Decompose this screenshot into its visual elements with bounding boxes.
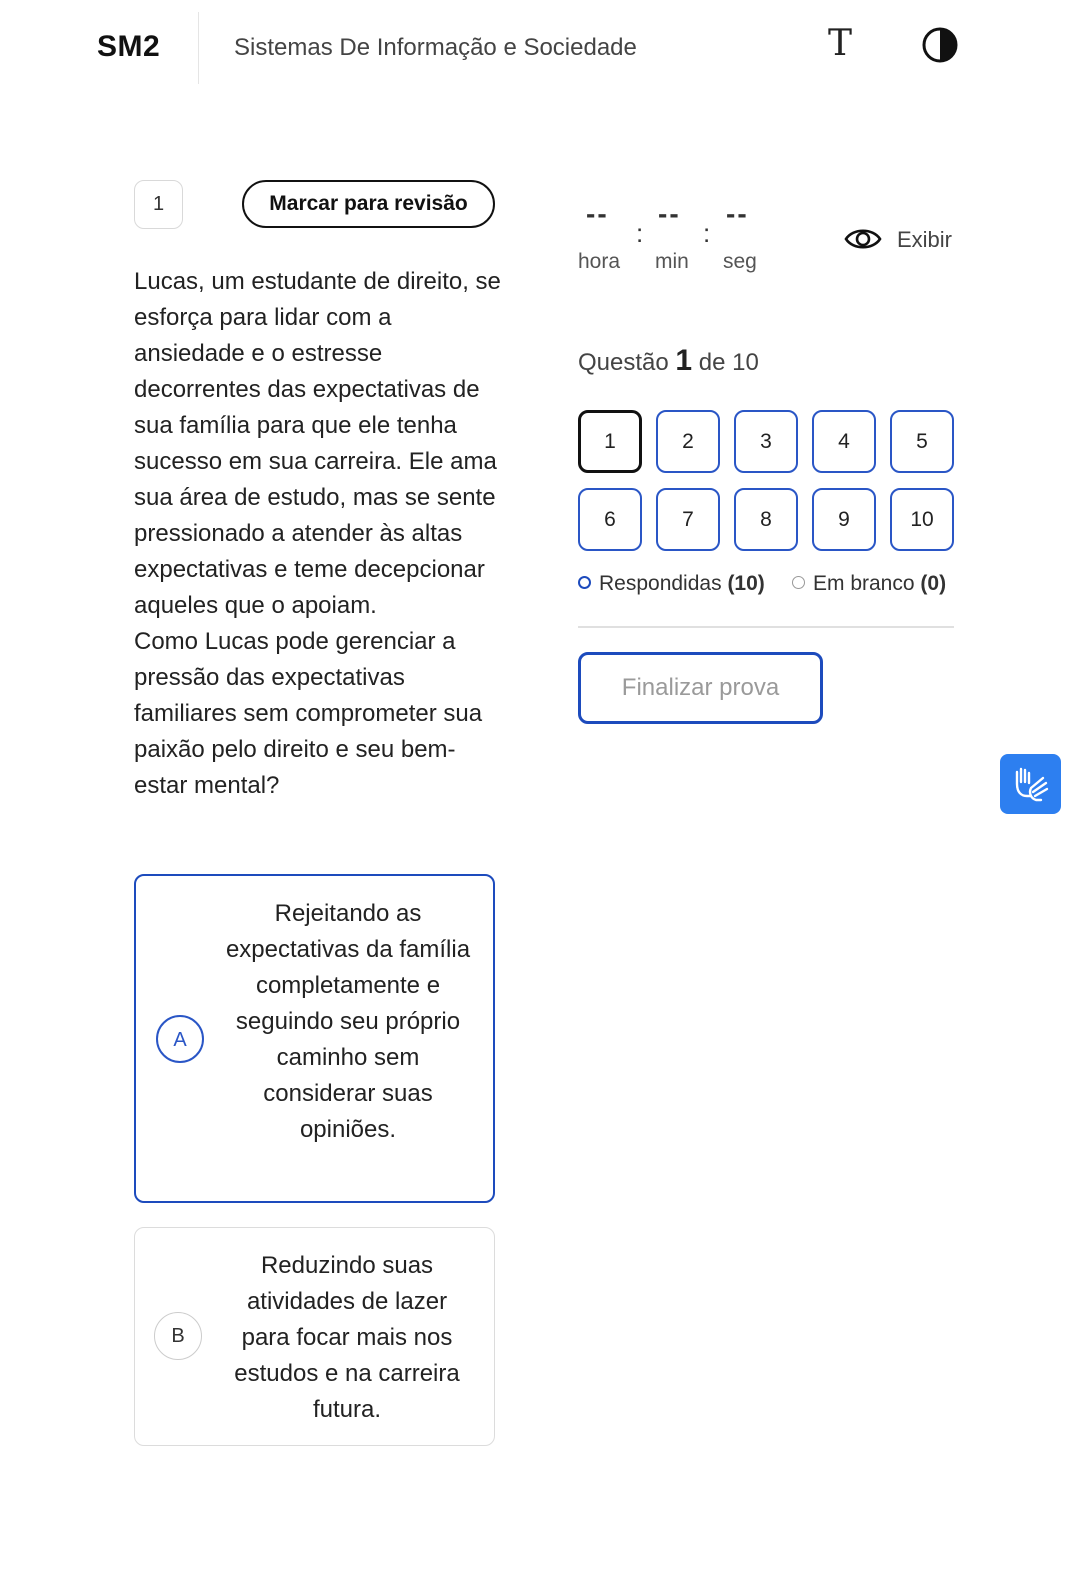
legend-blank-count: (0) <box>920 572 947 595</box>
question-counter <box>578 344 759 378</box>
timer-separator: : <box>703 218 711 248</box>
statement-question: Como Lucas pode gerenciar a pressão das expectativas familiares sem comprometer sua paixão pelo direito e seu bem-estar mental? <box>134 628 483 799</box>
question-nav-8[interactable]: 8 <box>734 488 798 551</box>
course-title: Sistemas De Informação e Sociedade <box>234 34 637 61</box>
show-timer-toggle[interactable] <box>843 220 958 260</box>
section-divider <box>578 626 954 628</box>
answer-option-a[interactable] <box>134 874 495 1203</box>
font-size-icon[interactable]: T <box>827 23 852 64</box>
question-nav-4[interactable]: 4 <box>812 410 876 473</box>
legend-answered <box>578 572 765 596</box>
exam-timer <box>578 198 778 278</box>
question-nav-6[interactable]: 6 <box>578 488 642 551</box>
show-timer-label: Exibir <box>897 227 953 252</box>
answer-status-legend <box>578 572 968 602</box>
brand-logo[interactable]: SM2 <box>97 30 161 63</box>
question-statement <box>134 264 504 804</box>
timer-hours-label: hora <box>578 250 621 273</box>
blank-dot-icon <box>792 576 805 589</box>
sign-language-button[interactable] <box>1000 754 1061 814</box>
option-text: Rejeitando as expectativas da família completamente e seguindo seu próprio caminho sem considerar suas opiniões. <box>225 900 471 1143</box>
answered-dot-icon <box>578 576 591 589</box>
option-letter-badge: B <box>154 1312 202 1360</box>
timer-separator: : <box>636 218 644 248</box>
sign-language-hands-icon <box>1009 762 1053 806</box>
option-letter-badge: A <box>156 1015 204 1063</box>
top-header <box>0 0 1079 95</box>
mark-for-review-button[interactable]: Marcar para revisão <box>242 180 495 228</box>
counter-total: de 10 <box>698 349 759 376</box>
finish-exam-button[interactable]: Finalizar prova <box>578 652 823 724</box>
counter-current: 1 <box>675 344 693 377</box>
timer-minutes-label: min <box>655 250 689 273</box>
option-text: Reduzindo suas atividades de lazer para focar mais nos estudos e na carreira futura. <box>234 1252 460 1423</box>
header-divider <box>198 12 199 84</box>
legend-blank <box>792 572 946 596</box>
question-nav-10[interactable]: 10 <box>890 488 954 551</box>
legend-answered-label: Respondidas <box>599 572 722 595</box>
question-nav-5[interactable]: 5 <box>890 410 954 473</box>
eye-icon <box>843 222 883 256</box>
question-nav-2[interactable]: 2 <box>656 410 720 473</box>
question-nav-1[interactable]: 1 <box>578 410 642 473</box>
legend-blank-label: Em branco <box>813 572 915 595</box>
contrast-icon[interactable] <box>921 26 959 64</box>
timer-hours: -- <box>586 198 609 229</box>
timer-seconds-label: seg <box>723 250 757 273</box>
question-number-badge: 1 <box>134 180 183 229</box>
statement-context: Lucas, um estudante de direito, se esforça para lidar com a ansiedade e o estresse decorrentes das expectativas de sua família para que ele tenha sucesso em sua carreira. Ele ama sua área de estudo, mas se sente pressionado a atender às altas expectativas e teme decepcionar aqueles que o apoiam. <box>134 268 501 619</box>
question-nav-9[interactable]: 9 <box>812 488 876 551</box>
timer-minutes: -- <box>658 198 681 229</box>
question-nav-3[interactable]: 3 <box>734 410 798 473</box>
counter-prefix: Questão <box>578 349 669 376</box>
timer-seconds: -- <box>726 198 749 229</box>
question-nav-7[interactable]: 7 <box>656 488 720 551</box>
answer-option-b[interactable] <box>134 1227 495 1446</box>
legend-answered-count: (10) <box>727 572 765 595</box>
